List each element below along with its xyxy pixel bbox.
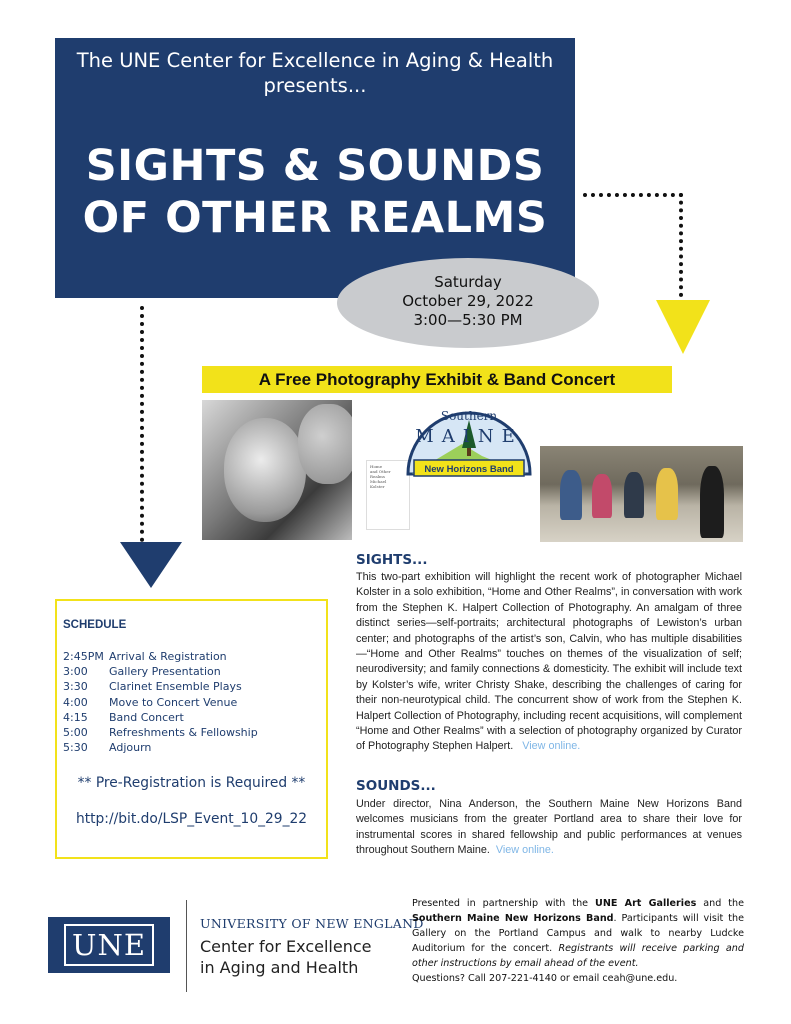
presents-line: presents...	[263, 74, 367, 97]
center-name	[200, 936, 371, 978]
event-title	[55, 140, 575, 244]
sounds-view-online-link[interactable]: View online.	[495, 844, 554, 857]
event-time: 3:00—5:30 PM	[413, 311, 523, 329]
university-name: UNIVERSITY OF NEW ENGLAND	[200, 916, 424, 931]
sounds-heading: SOUNDS...	[356, 778, 436, 794]
partnership-note	[412, 896, 744, 986]
registrant-note: Registrants will receive parking and other instructions by email ahead of the event.	[412, 943, 744, 969]
title-line-1: SIGHTS & SOUNDS	[85, 141, 545, 191]
schedule-event: Adjourn	[109, 741, 152, 755]
une-logo	[48, 917, 170, 973]
footer-divider	[186, 900, 187, 992]
partner-intro: Presented in partnership with the	[412, 898, 589, 909]
logo-word-band: New Horizons Band	[424, 464, 514, 475]
dotted-line-right-vertical	[679, 193, 683, 297]
partner-details: . Participants will visit the Gallery on the Portland Campus and walk to nearby Ludcke Auditorium for the concert.	[412, 913, 744, 954]
partner-and: and the	[703, 898, 744, 909]
logo-word-maine: MAINE	[415, 426, 523, 447]
schedule-event: Band Concert	[109, 710, 184, 724]
book-title-line: Realms	[370, 474, 385, 479]
book-title-line: and Other	[370, 469, 391, 474]
presenter-text	[55, 48, 575, 98]
arrow-down-yellow-icon	[656, 300, 710, 354]
sights-body: This two-part exhibition will highlight the recent work of photographer Michael Kolster in a solo exhibition, “Home and Other Realms”, in conversation with work from the Stephen K. Halpert Collection of Photography. An amalgam of three distinct series—self-portraits; architectural photographs of Lewiston’s urban center; and photographs of the artist’s son, Calvin, who has multiple disabilities—“Home and Other Realms” touches on themes of the visualization of self; neurodiversity; and family connections & domesticity. The exhibit will include text by Kolster’s wife, writer Christy Shake, describing the challenges of caring for their non-neurotypical child. The concurrent show of work from the Stephen K. Halpert Collection of Photography, including recent acquisitions, will complement “Home and Other Realms” with a selection of photography organized by Curator of Photography Stephen Halpert.	[356, 571, 742, 753]
schedule-event: Move to Concert Venue	[109, 695, 238, 709]
center-name-line-1: Center for Excellence	[200, 937, 372, 956]
schedule-event: Arrival & Registration	[109, 650, 227, 663]
schedule-event: Clarinet Ensemble Plays	[109, 680, 242, 694]
preregistration-notice: ** Pre-Registration is Required **	[77, 775, 306, 791]
event-date-oval	[337, 258, 599, 348]
band-concert-photo	[540, 446, 743, 542]
schedule-title: SCHEDULE	[63, 619, 127, 631]
schedule-time: 2:45PM	[63, 650, 104, 663]
schedule-event: Refreshments & Fellowship	[109, 725, 258, 739]
schedule-row	[63, 695, 323, 710]
event-date: October 29, 2022	[402, 292, 534, 310]
logo-word-southern: Southern	[440, 409, 498, 423]
presenter-line: The UNE Center for Excellence in Aging & Health	[76, 49, 554, 72]
sounds-body: Under director, Nina Anderson, the Southern Maine New Horizons Band welcomes musicians from the greater Portland area to share their love for instrumental scores in shared fellowship and public performances at venues throughout Southern Maine.	[356, 798, 742, 857]
schedule-row	[63, 740, 323, 755]
portrait-second-face	[298, 404, 352, 484]
portrait-face	[224, 418, 306, 522]
sights-heading: SIGHTS...	[356, 552, 428, 568]
schedule-event: Gallery Presentation	[109, 665, 221, 679]
schedule-row	[63, 725, 323, 740]
schedule-time: 4:00	[63, 695, 88, 709]
center-name-line-2: in Aging and Health	[200, 958, 359, 977]
schedule-row	[63, 710, 323, 725]
book-author-line: Kolster	[370, 484, 385, 489]
contact-line: Questions? Call 207-221-4140 or email ceah@une.edu.	[412, 973, 678, 984]
portrait-photo	[202, 400, 352, 540]
band-member-figure	[560, 470, 582, 520]
schedule-time: 5:00	[63, 725, 88, 739]
schedule-time: 5:30	[63, 741, 88, 755]
sights-view-online-link[interactable]: View online.	[522, 740, 581, 753]
dotted-line-left	[140, 306, 144, 542]
schedule-time: 3:00	[63, 665, 88, 679]
schedule-time: 4:15	[63, 710, 88, 724]
une-logo-text: UNE	[64, 924, 154, 966]
dotted-line-right-horizontal	[583, 193, 683, 197]
registration-link[interactable]: http://bit.do/LSP_Event_10_29_22	[75, 811, 308, 827]
band-logo	[402, 404, 536, 480]
schedule-list	[63, 649, 323, 755]
partner-galleries: UNE Art Galleries	[595, 898, 697, 909]
schedule-row	[63, 664, 323, 679]
schedule-row	[63, 649, 323, 664]
partner-band: Southern Maine New Horizons Band	[412, 913, 614, 924]
conductor-figure	[700, 466, 724, 538]
schedule-box	[55, 599, 328, 859]
sights-description	[356, 570, 742, 755]
subtitle-banner: A Free Photography Exhibit & Band Concert	[202, 366, 672, 393]
event-day: Saturday	[434, 273, 502, 291]
arrow-down-icon	[120, 542, 182, 588]
book-author-line: Michael	[370, 479, 387, 484]
band-member-figure	[656, 468, 678, 520]
title-line-2: OF OTHER REALMS	[82, 193, 548, 243]
book-title-line: Home	[370, 464, 383, 469]
sounds-description	[356, 797, 742, 859]
band-member-figure	[592, 474, 612, 518]
schedule-time: 3:30	[63, 680, 88, 694]
band-member-figure	[624, 472, 644, 518]
schedule-row	[63, 679, 323, 694]
